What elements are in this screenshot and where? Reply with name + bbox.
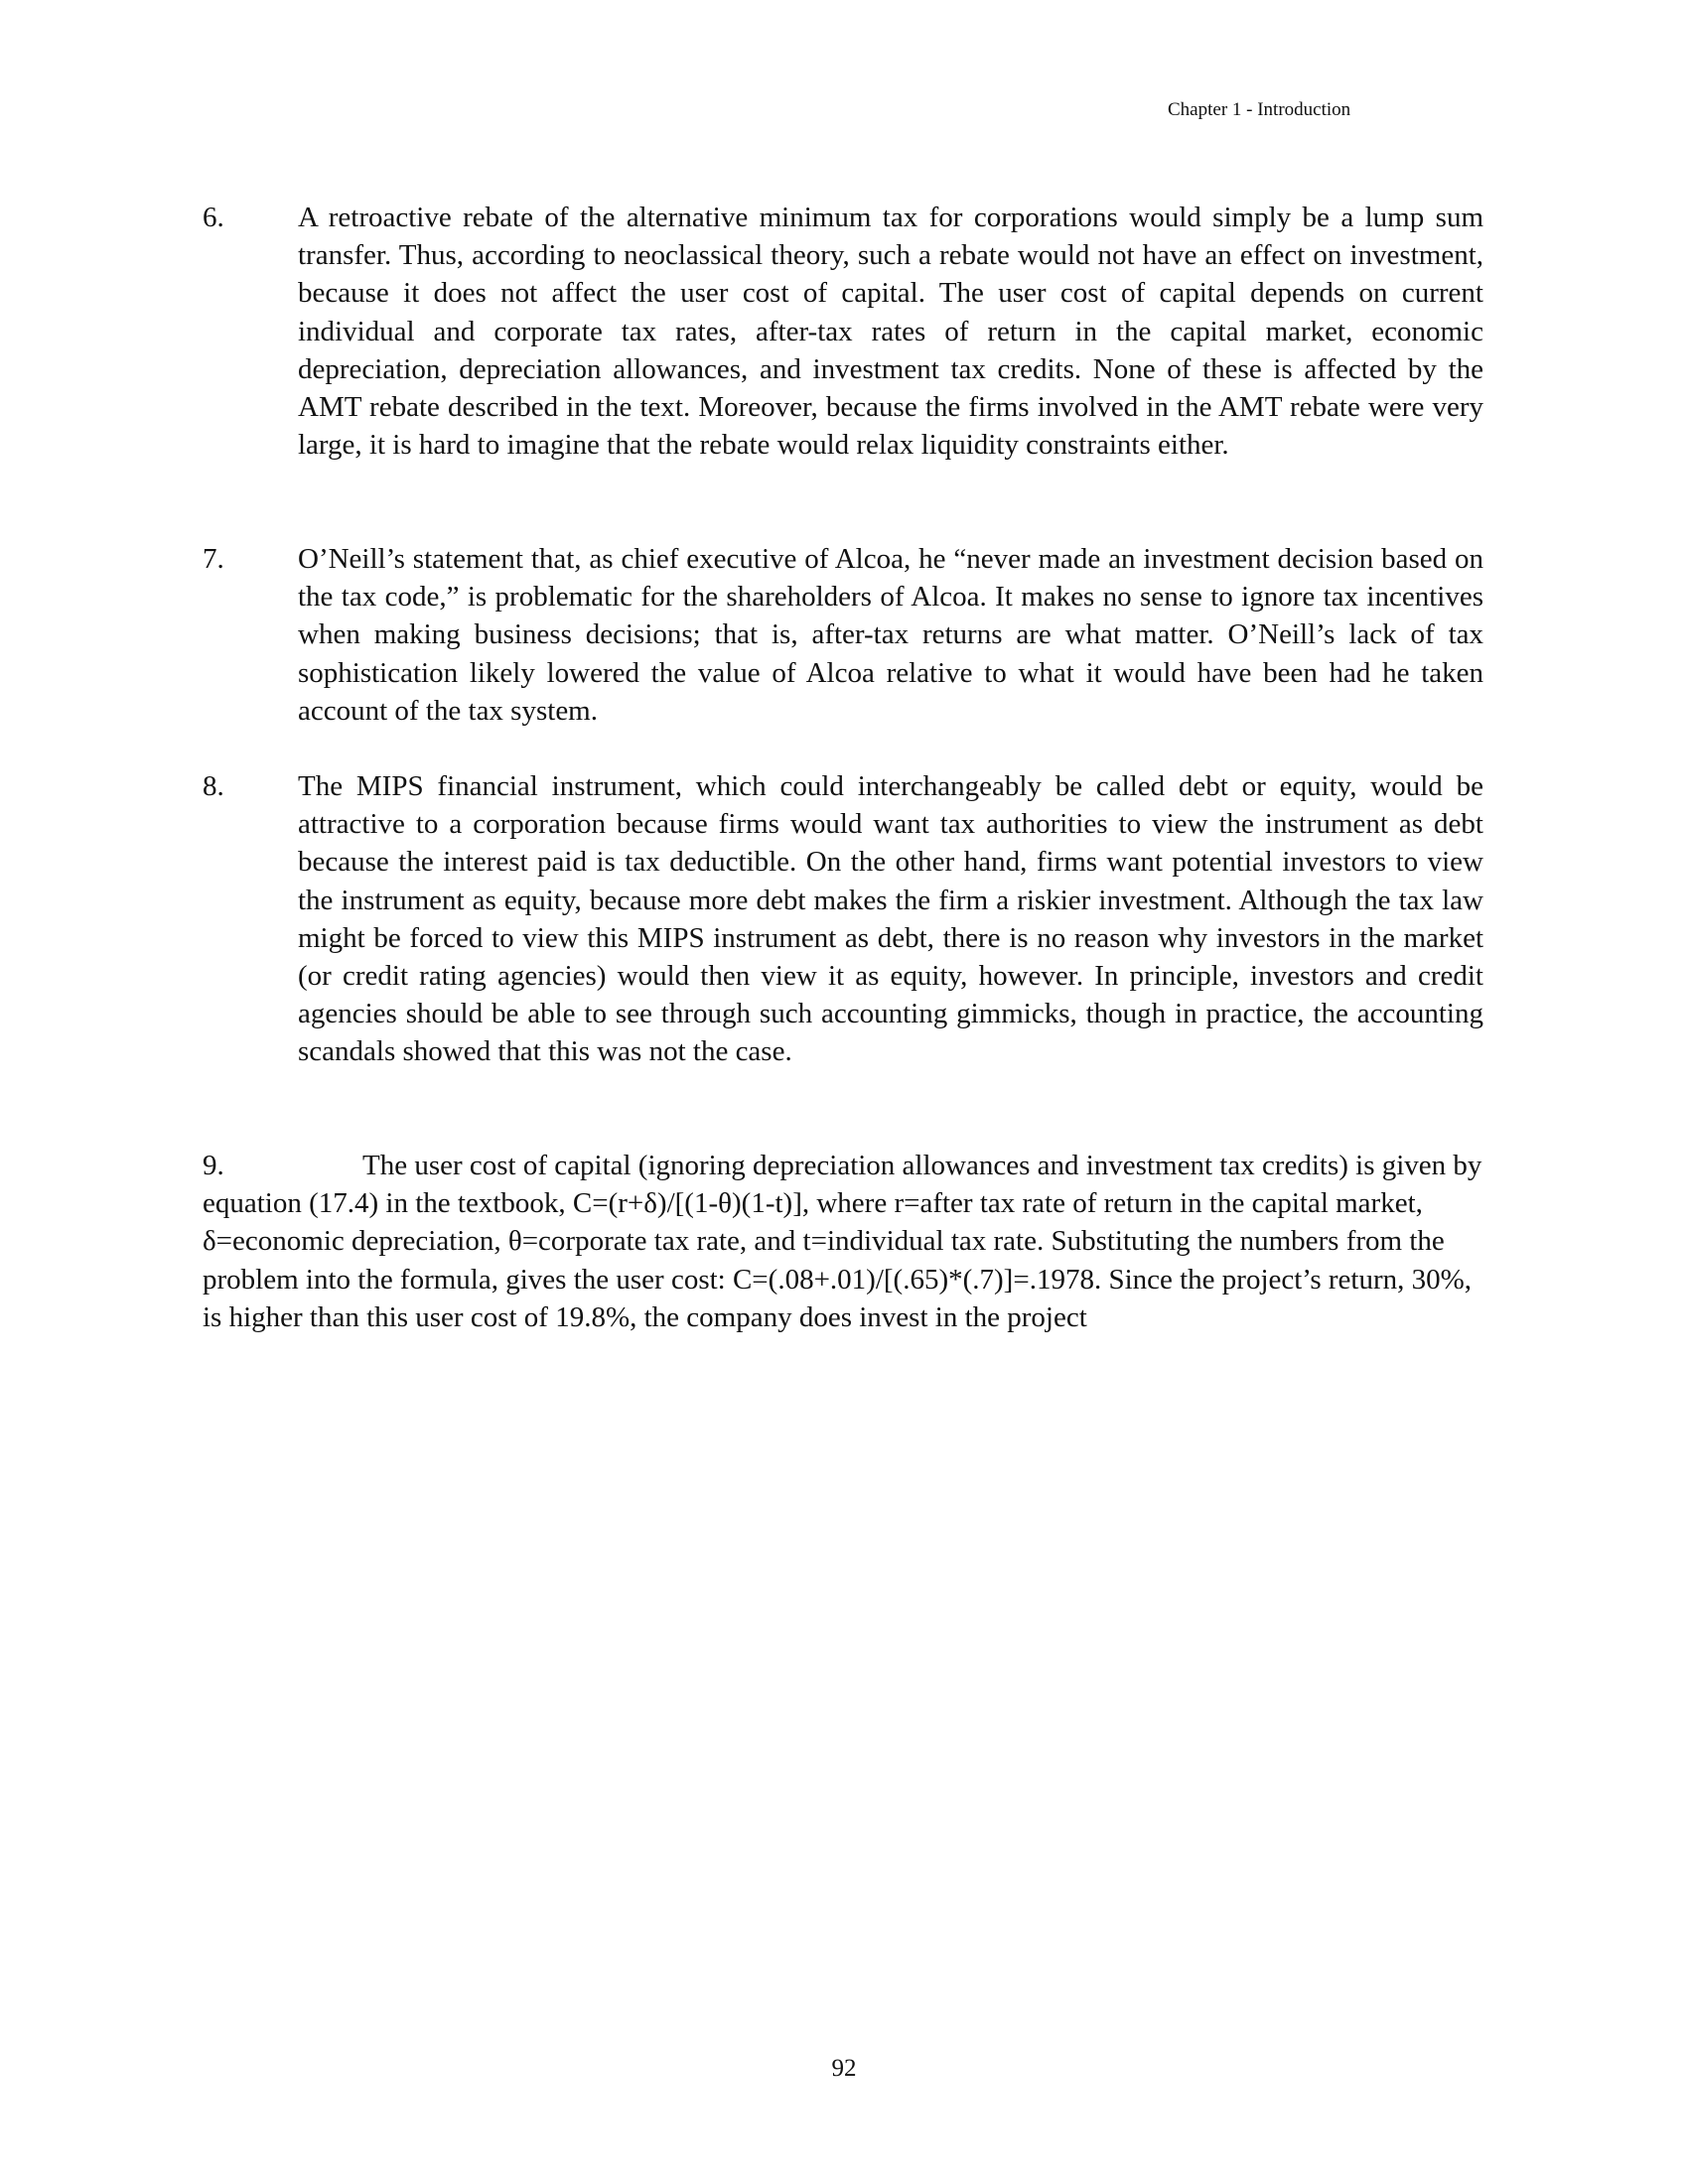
- running-header: Chapter 1 - Introduction: [1168, 99, 1351, 120]
- item-number: 8.: [203, 770, 224, 802]
- answer-item-7: [203, 540, 1483, 730]
- answer-item-6: [203, 199, 1483, 464]
- item-number: 6.: [203, 202, 224, 233]
- item-text: A retroactive rebate of the alternative minimum tax for corporations would simply be a lump sum transfer. Thus, according to neoclassical theory, such a rebate would not have an effect on investment, because it does not affect the user cost of capital. The user cost of capital depends on current individual and corporate tax rates, after-tax rates of return in the capital market, economic depreciation, depreciation allowances, and investment tax credits. None of these is affected by the AMT rebate described in the text. Moreover, because the firms involved in the AMT rebate were very large, it is hard to imagine that the rebate would relax liquidity constraints either.: [298, 202, 1483, 462]
- item-text: The user cost of capital (ignoring depreciation allowances and investment tax credits) is given by equation (17.4) in the textbook, C=(r+δ)/[(1-θ)(1-t)], where r=after tax rate of return in the capital market, δ=economic depreciation, θ=corporate tax rate, and t=individual tax rate. Substituting the numbers from the problem into the formula, gives the user cost: C=(.08+.01)/[(.65)*(.7)]=.1978. Since the project’s return, 30%, is higher than this user cost of 19.8%, the company does invest in the project: [203, 1150, 1482, 1333]
- item-number: 9.: [203, 1150, 224, 1181]
- answer-item-8: [203, 767, 1483, 1071]
- item-number: 7.: [203, 543, 224, 575]
- item-text: The MIPS financial instrument, which could interchangeably be called debt or equity, would be attractive to a corporation because firms would want tax authorities to view the instrument as debt because the interest paid is tax deductible. On the other hand, firms want potential investors to view the instrument as equity, because more debt makes the firm a riskier investment. Although the tax law might be forced to view this MIPS instrument as debt, there is no reason why investors in the market (or credit rating agencies) would then view it as equity, however. In principle, investors and credit agencies should be able to see through such accounting gimmicks, though in practice, the accounting scandals showed that this was not the case.: [298, 770, 1483, 1068]
- page-number: 92: [831, 2055, 857, 2082]
- item-text: O’Neill’s statement that, as chief executive of Alcoa, he “never made an investment decision based on the tax code,” is problematic for the shareholders of Alcoa. It makes no sense to ignore tax incentives when making business decisions; that is, after-tax returns are what matter. O’Neill’s lack of tax sophistication likely lowered the value of Alcoa relative to what it would have been had he taken account of the tax system.: [298, 543, 1483, 727]
- answer-item-9: [203, 1147, 1493, 1336]
